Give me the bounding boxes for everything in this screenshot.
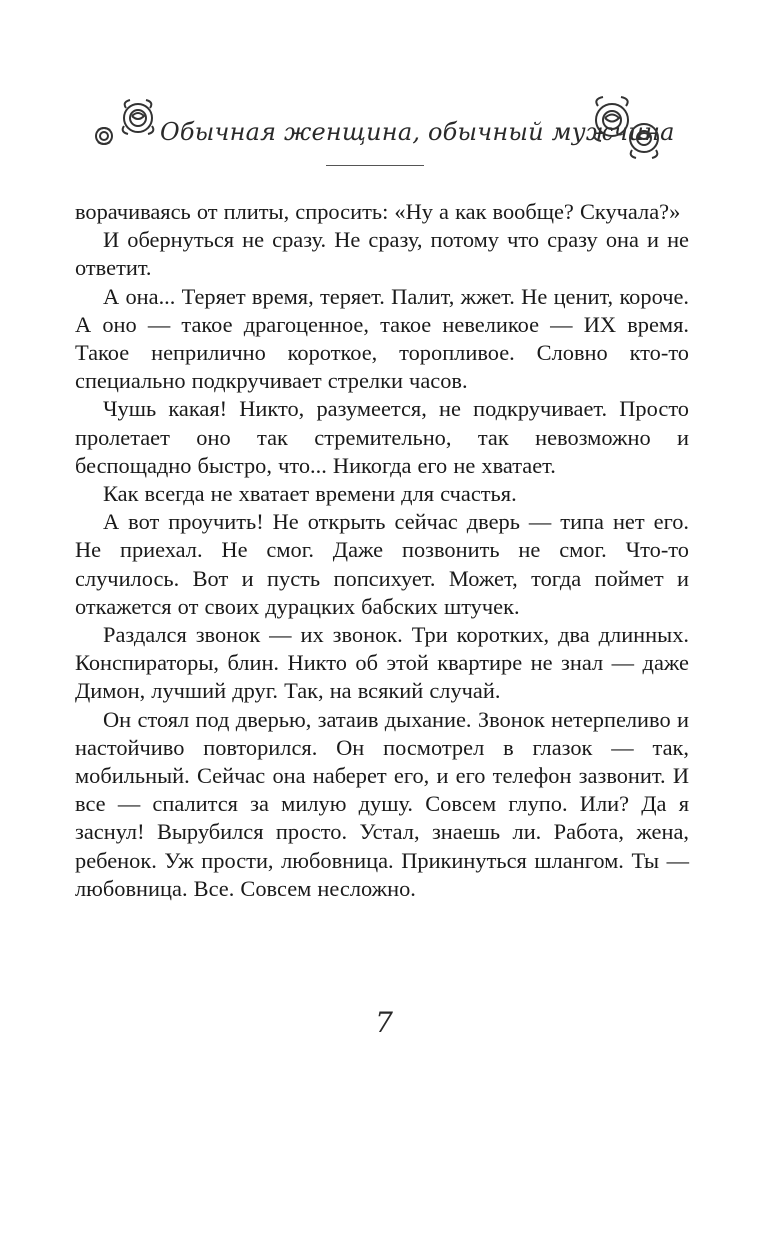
paragraph: ворачиваясь от плиты, спросить: «Ну а как вообще? Скучала?» — [75, 199, 681, 224]
paragraph: Он стоял под дверью, затаив дыхание. Звонок нетерпеливо и настойчиво повторился. Он посмотрел в глазок — так, мобильный. Сейчас она наберет его, и его телефон зазвонит. И все — спалится за милую душу. Совсем глупо. Или? Да я заснул! Вырубился просто. Устал, знаешь ли. Работа, жена, ребенок. Уж прости, любовница. Прикинуться шлангом. Ты — любовница. Все. Совсем несложно. — [75, 706, 689, 901]
paragraph: Как всегда не хватает времени для счастья. — [103, 481, 517, 507]
running-title: Обычная женщина, обычный мужчина — [160, 118, 675, 146]
page-header — [0, 80, 768, 190]
rose-ornament-icon — [88, 96, 168, 152]
title-divider — [326, 165, 424, 166]
paragraph: А вот проучить! Не открыть сейчас дверь — типа нет его. Не приехал. Не смог. Даже позвонить не смог. Что-то случилось. Вот и пусть попсихует. Может, тогда поймет и откажется от своих дурацких бабских штучек. — [75, 509, 689, 619]
main-text — [75, 198, 689, 903]
rose-ornament-icon — [578, 94, 668, 164]
paragraph: И обернуться не сразу. Не сразу, потому что сразу она и не ответит. — [75, 227, 689, 281]
paragraph: А она... Теряет время, теряет. Палит, жжет. Не ценит, короче. А оно — такое драгоценное, такое невеликое — ИХ время. Такое неприлично короткое, торопливое. Словно кто-то специально подкручивает стрелки часов. — [75, 283, 689, 394]
paragraph: Раздался звонок — их звонок. Три коротких, два длинных. Конспираторы, блин. Никто об этой квартире не знал — даже Димон, лучший друг. Так, на всякий случай. — [75, 622, 689, 704]
page-number: 7 — [375, 1006, 393, 1039]
paragraph: Чушь какая! Никто, разумеется, не подкручивает. Просто пролетает оно так стремительно, так невозможно и беспощадно быстро, что... Никогда его не хватает. — [75, 396, 689, 478]
